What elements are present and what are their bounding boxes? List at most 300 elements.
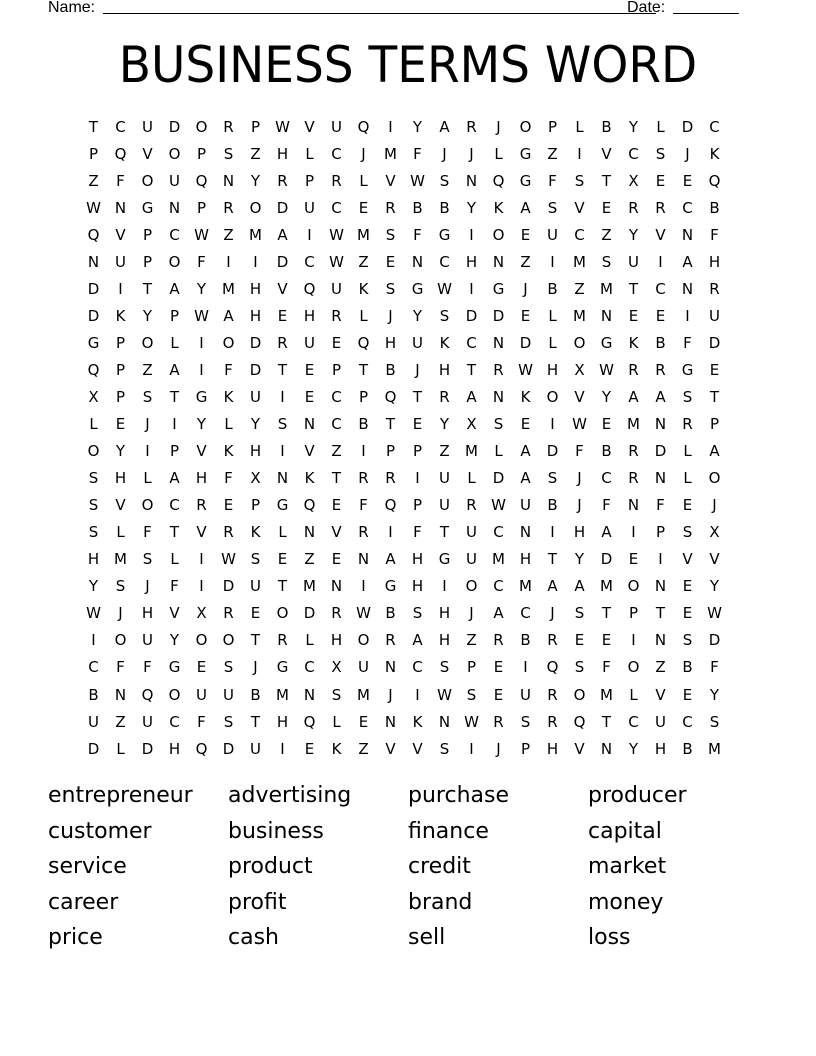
grid-letter: O — [546, 387, 559, 406]
grid-letter: L — [494, 144, 503, 163]
grid-letter: W — [707, 604, 722, 623]
grid-letter: C — [115, 117, 126, 136]
grid-letter: S — [439, 658, 450, 677]
grid-letter: E — [574, 631, 585, 650]
grid-letter: L — [683, 442, 692, 461]
grid-letter: N — [303, 685, 316, 704]
grid-letter: W — [410, 171, 425, 190]
grid-letter: T — [601, 604, 612, 623]
grid-letter: F — [575, 442, 584, 461]
grid-letter: W — [491, 496, 506, 515]
grid-letter: H — [708, 252, 721, 271]
grid-letter: Y — [628, 739, 639, 758]
grid-letter: O — [627, 658, 640, 677]
grid-letter: N — [654, 469, 667, 488]
grid-letter: V — [682, 550, 693, 569]
grid-letter: P — [142, 252, 153, 271]
grid-letter: Y — [88, 577, 99, 596]
grid-letter: S — [385, 279, 396, 298]
grid-letter: Y — [169, 631, 180, 650]
grid-letter: P — [466, 658, 477, 677]
grid-letter: U — [331, 279, 342, 298]
word-list-item: money — [588, 889, 664, 915]
grid-letter: O — [249, 198, 262, 217]
grid-letter: J — [685, 144, 690, 163]
grid-letter: E — [331, 496, 342, 515]
grid-letter: I — [631, 523, 636, 542]
grid-letter: T — [277, 577, 288, 596]
grid-row — [80, 654, 728, 681]
grid-letter: U — [547, 225, 558, 244]
grid-letter: N — [87, 252, 100, 271]
grid-letter: C — [331, 144, 342, 163]
grid-letter: N — [114, 198, 127, 217]
grid-letter: E — [601, 415, 612, 434]
grid-letter: W — [464, 712, 479, 731]
grid-letter: O — [87, 442, 100, 461]
word-list-item: sell — [408, 925, 446, 951]
grid-letter: L — [575, 117, 584, 136]
grid-letter: I — [91, 631, 96, 650]
grid-letter: Q — [357, 333, 370, 352]
grid-letter: J — [415, 360, 420, 379]
grid-letter: C — [304, 658, 315, 677]
grid-letter: D — [141, 739, 154, 758]
grid-letter: S — [331, 685, 342, 704]
grid-letter: G — [168, 658, 181, 677]
grid-letter: E — [628, 550, 639, 569]
grid-letter: G — [195, 387, 208, 406]
grid-letter: K — [223, 387, 234, 406]
grid-letter: Q — [708, 171, 721, 190]
grid-letter: S — [574, 604, 585, 623]
grid-letter: Z — [88, 171, 99, 190]
grid-letter: M — [573, 306, 586, 325]
grid-letter: I — [199, 360, 204, 379]
grid-letter: Q — [141, 685, 154, 704]
grid-letter: N — [492, 333, 505, 352]
grid-letter: E — [520, 415, 531, 434]
grid-letter: R — [628, 360, 639, 379]
grid-letter: X — [88, 387, 99, 406]
grid-letter: C — [574, 225, 585, 244]
grid-letter: B — [358, 415, 369, 434]
grid-letter: V — [304, 117, 315, 136]
grid-letter: V — [709, 550, 720, 569]
grid-letter: O — [168, 685, 181, 704]
grid-letter: H — [330, 631, 343, 650]
grid-letter: Q — [384, 496, 397, 515]
grid-letter: H — [465, 252, 478, 271]
name-label: Name: — [48, 0, 96, 16]
grid-letter: E — [520, 306, 531, 325]
grid-letter: E — [277, 306, 288, 325]
grid-letter: V — [655, 685, 666, 704]
grid-letter: U — [196, 685, 207, 704]
grid-letter: N — [114, 685, 127, 704]
grid-letter: A — [520, 469, 531, 488]
grid-letter: N — [519, 523, 532, 542]
grid-letter: V — [331, 523, 342, 542]
grid-letter: H — [249, 306, 262, 325]
grid-letter: S — [682, 523, 693, 542]
grid-letter: E — [628, 306, 639, 325]
grid-letter: Q — [303, 712, 316, 731]
grid-letter: Y — [628, 225, 639, 244]
grid-letter: A — [682, 252, 693, 271]
grid-letter: B — [682, 658, 693, 677]
grid-row — [80, 600, 728, 627]
grid-letter: J — [523, 279, 528, 298]
grid-letter: V — [574, 387, 585, 406]
grid-row — [80, 681, 728, 708]
grid-letter: S — [493, 415, 504, 434]
grid-letter: I — [118, 279, 123, 298]
grid-letter: C — [520, 604, 531, 623]
grid-letter: P — [88, 144, 99, 163]
grid-letter: Z — [358, 252, 369, 271]
grid-letter: I — [469, 279, 474, 298]
grid-letter: P — [196, 198, 207, 217]
grid-letter: T — [88, 117, 99, 136]
grid-letter: S — [223, 712, 234, 731]
grid-letter: N — [492, 252, 505, 271]
grid-letter: A — [277, 225, 288, 244]
grid-letter: M — [600, 279, 613, 298]
grid-letter: K — [223, 442, 234, 461]
grid-row — [80, 519, 728, 546]
grid-letter: R — [331, 604, 342, 623]
grid-letter: S — [520, 712, 531, 731]
word-list-item: purchase — [408, 783, 509, 808]
grid-letter: G — [438, 550, 451, 569]
grid-letter: O — [114, 631, 127, 650]
grid-letter: X — [196, 604, 207, 623]
grid-letter: D — [249, 360, 262, 379]
grid-letter: P — [331, 360, 342, 379]
word-list-item: cash — [228, 925, 279, 951]
grid-letter: D — [168, 117, 181, 136]
grid-letter: H — [519, 550, 532, 569]
grid-letter: S — [277, 415, 288, 434]
grid-letter: C — [88, 658, 99, 677]
grid-letter: B — [88, 685, 99, 704]
grid-letter: J — [388, 306, 393, 325]
grid-letter: I — [172, 415, 177, 434]
grid-letter: E — [304, 387, 315, 406]
grid-row — [80, 329, 728, 356]
grid-letter: C — [331, 387, 342, 406]
grid-letter: H — [411, 550, 424, 569]
grid-row — [80, 411, 728, 438]
grid-letter: D — [600, 550, 613, 569]
grid-letter: T — [439, 523, 450, 542]
grid-letter: I — [307, 225, 312, 244]
grid-letter: C — [331, 415, 342, 434]
grid-letter: S — [601, 252, 612, 271]
grid-letter: S — [142, 387, 153, 406]
grid-letter: X — [628, 171, 639, 190]
grid-letter: L — [683, 469, 692, 488]
grid-letter: Y — [628, 117, 639, 136]
word-list-item: entrepreneur — [48, 783, 193, 808]
grid-letter: I — [442, 577, 447, 596]
grid-letter: S — [223, 144, 234, 163]
grid-letter: R — [493, 712, 504, 731]
grid-letter: H — [546, 360, 559, 379]
grid-letter: H — [438, 604, 451, 623]
grid-letter: H — [195, 469, 208, 488]
grid-letter: U — [250, 387, 261, 406]
grid-letter: G — [600, 333, 613, 352]
grid-letter: E — [412, 415, 423, 434]
grid-letter: S — [385, 225, 396, 244]
grid-letter: I — [226, 252, 231, 271]
grid-letter: P — [115, 333, 126, 352]
grid-letter: S — [547, 469, 558, 488]
grid-letter: L — [116, 739, 125, 758]
grid-letter: S — [223, 658, 234, 677]
grid-letter: H — [276, 712, 289, 731]
grid-letter: V — [601, 144, 612, 163]
grid-letter: P — [169, 306, 180, 325]
grid-letter: I — [388, 117, 393, 136]
grid-letter: E — [682, 577, 693, 596]
grid-letter: X — [709, 523, 720, 542]
grid-letter: I — [415, 469, 420, 488]
grid-letter: H — [438, 631, 451, 650]
grid-letter: Z — [142, 360, 153, 379]
grid-letter: T — [277, 360, 288, 379]
grid-letter: F — [143, 658, 152, 677]
grid-letter: S — [88, 523, 99, 542]
grid-letter: R — [628, 469, 639, 488]
grid-letter: T — [358, 360, 369, 379]
grid-letter: R — [331, 306, 342, 325]
grid-letter: E — [304, 360, 315, 379]
grid-letter: N — [654, 577, 667, 596]
grid-letter: K — [358, 279, 369, 298]
grid-letter: X — [331, 658, 342, 677]
grid-letter: G — [519, 171, 532, 190]
grid-letter: U — [304, 333, 315, 352]
grid-letter: Z — [250, 144, 261, 163]
grid-row — [80, 383, 728, 410]
grid-letter: D — [519, 333, 532, 352]
grid-letter: I — [658, 550, 663, 569]
grid-letter: Y — [196, 415, 207, 434]
grid-letter: C — [628, 712, 639, 731]
grid-letter: B — [682, 739, 693, 758]
grid-letter: Q — [87, 225, 100, 244]
grid-row — [80, 221, 728, 248]
grid-letter: I — [280, 442, 285, 461]
grid-letter: I — [361, 577, 366, 596]
grid-letter: J — [577, 496, 582, 515]
grid-letter: U — [466, 523, 477, 542]
grid-letter: U — [88, 712, 99, 731]
grid-letter: Z — [601, 225, 612, 244]
grid-letter: D — [276, 252, 289, 271]
grid-letter: W — [329, 252, 344, 271]
grid-letter: N — [357, 550, 370, 569]
grid-letter: U — [142, 117, 153, 136]
grid-row — [80, 465, 728, 492]
grid-letter: S — [250, 550, 261, 569]
grid-letter: M — [114, 550, 127, 569]
grid-letter: H — [168, 739, 181, 758]
grid-letter: S — [682, 387, 693, 406]
grid-letter: R — [331, 171, 342, 190]
grid-letter: C — [169, 712, 180, 731]
grid-row — [80, 275, 728, 302]
grid-row — [80, 573, 728, 600]
grid-letter: L — [332, 712, 341, 731]
grid-letter: C — [439, 252, 450, 271]
grid-letter: M — [222, 279, 235, 298]
grid-letter: A — [628, 387, 639, 406]
grid-letter: Q — [195, 171, 208, 190]
grid-letter: R — [628, 442, 639, 461]
grid-letter: U — [520, 496, 531, 515]
grid-letter: T — [331, 469, 342, 488]
grid-row — [80, 113, 728, 140]
grid-letter: W — [599, 360, 614, 379]
grid-letter: Y — [466, 198, 477, 217]
grid-letter: F — [602, 496, 611, 515]
grid-letter: C — [709, 117, 720, 136]
grid-letter: Z — [655, 658, 666, 677]
grid-letter: O — [627, 577, 640, 596]
grid-letter: D — [708, 333, 721, 352]
grid-letter: I — [388, 523, 393, 542]
grid-letter: F — [170, 577, 179, 596]
grid-letter: L — [656, 117, 665, 136]
grid-letter: Z — [331, 442, 342, 461]
grid-letter: F — [224, 360, 233, 379]
grid-letter: S — [682, 631, 693, 650]
grid-letter: H — [573, 523, 586, 542]
grid-letter: Y — [250, 415, 261, 434]
grid-letter: O — [222, 333, 235, 352]
grid-letter: T — [412, 387, 423, 406]
grid-letter: E — [331, 333, 342, 352]
grid-letter: E — [331, 550, 342, 569]
grid-letter: C — [628, 144, 639, 163]
letter-grid — [80, 113, 728, 762]
grid-letter: E — [358, 198, 369, 217]
grid-letter: U — [169, 171, 180, 190]
grid-letter: L — [170, 550, 179, 569]
grid-letter: F — [602, 658, 611, 677]
grid-letter: J — [712, 496, 717, 515]
grid-letter: E — [115, 415, 126, 434]
grid-letter: O — [168, 252, 181, 271]
grid-letter: M — [708, 739, 721, 758]
grid-letter: A — [601, 523, 612, 542]
grid-letter: P — [115, 387, 126, 406]
grid-letter: G — [519, 144, 532, 163]
grid-letter: Z — [223, 225, 234, 244]
grid-letter: R — [493, 360, 504, 379]
grid-letter: F — [656, 496, 665, 515]
grid-letter: S — [115, 577, 126, 596]
grid-letter: K — [520, 387, 531, 406]
grid-letter: A — [493, 604, 504, 623]
grid-letter: L — [359, 171, 368, 190]
grid-letter: V — [412, 739, 423, 758]
grid-letter: N — [411, 252, 424, 271]
grid-letter: I — [415, 685, 420, 704]
grid-letter: C — [331, 198, 342, 217]
grid-letter: S — [142, 550, 153, 569]
grid-letter: A — [169, 360, 180, 379]
grid-letter: D — [465, 306, 478, 325]
grid-letter: V — [115, 496, 126, 515]
grid-letter: K — [115, 306, 126, 325]
grid-letter: M — [249, 225, 262, 244]
grid-letter: Y — [115, 442, 126, 461]
grid-letter: S — [466, 685, 477, 704]
grid-letter: D — [303, 604, 316, 623]
word-list-item: service — [48, 854, 127, 880]
grid-letter: T — [547, 550, 558, 569]
grid-letter: N — [330, 577, 343, 596]
grid-letter: O — [492, 225, 505, 244]
grid-letter: Z — [466, 631, 477, 650]
grid-letter: F — [413, 523, 422, 542]
grid-letter: Y — [574, 550, 585, 569]
grid-letter: L — [143, 469, 152, 488]
grid-letter: W — [437, 279, 452, 298]
grid-letter: R — [493, 631, 504, 650]
grid-letter: R — [547, 631, 558, 650]
grid-letter: N — [303, 415, 316, 434]
grid-letter: I — [280, 387, 285, 406]
grid-letter: Y — [709, 685, 720, 704]
grid-letter: J — [118, 604, 123, 623]
grid-letter: I — [685, 306, 690, 325]
grid-letter: W — [194, 306, 209, 325]
grid-letter: M — [357, 225, 370, 244]
grid-letter: U — [142, 631, 153, 650]
grid-row — [80, 140, 728, 167]
grid-letter: U — [466, 550, 477, 569]
grid-letter: N — [627, 496, 640, 515]
grid-row — [80, 167, 728, 194]
grid-letter: H — [114, 469, 127, 488]
grid-letter: R — [196, 496, 207, 515]
grid-letter: I — [361, 442, 366, 461]
grid-letter: E — [601, 198, 612, 217]
grid-letter: J — [253, 658, 258, 677]
grid-letter: W — [86, 604, 101, 623]
grid-letter: I — [550, 415, 555, 434]
grid-letter: V — [115, 225, 126, 244]
grid-letter: T — [655, 604, 666, 623]
grid-letter: E — [493, 685, 504, 704]
grid-letter: U — [115, 252, 126, 271]
grid-letter: J — [145, 577, 150, 596]
word-list-item: profit — [228, 889, 287, 915]
grid-letter: O — [276, 604, 289, 623]
grid-letter: R — [466, 496, 477, 515]
grid-letter: R — [628, 198, 639, 217]
grid-letter: I — [550, 252, 555, 271]
grid-letter: D — [222, 577, 235, 596]
grid-letter: Q — [303, 279, 316, 298]
grid-letter: V — [277, 279, 288, 298]
